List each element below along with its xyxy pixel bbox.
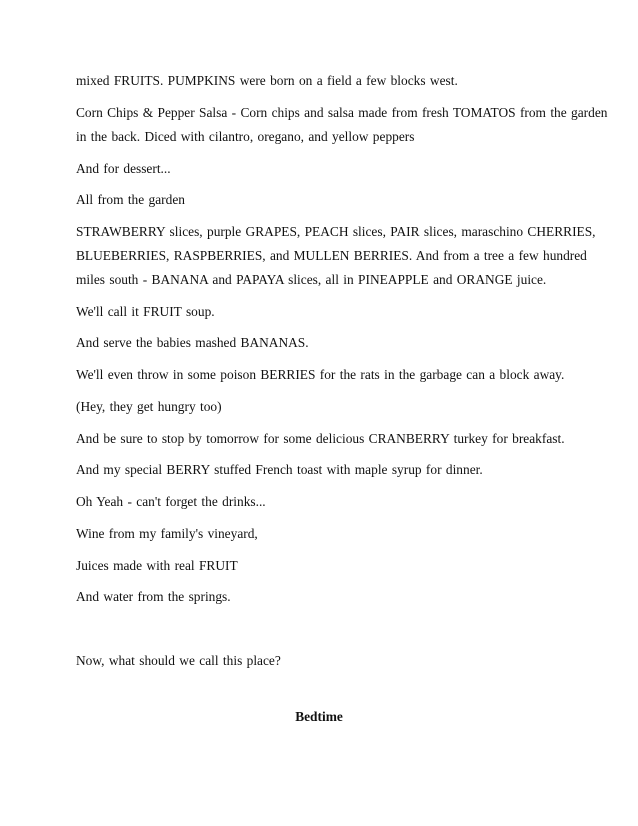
text-line: And serve the babies mashed BANANAS. (76, 335, 309, 350)
text-line: And my special BERRY stuffed French toast with maple syrup for dinner. (76, 462, 483, 477)
text-line: And for dessert... (76, 161, 171, 176)
text-line: We'll call it FRUIT soup. (76, 304, 215, 319)
text-line: Wine from my family's vineyard, (76, 526, 258, 541)
text-line: Corn Chips & Pepper Salsa - Corn chips and salsa made from fresh TOMATOS from the garden (76, 105, 608, 120)
text-line: mixed FRUITS. PUMPKINS were born on a field a few blocks west. (76, 73, 458, 88)
text-line: And be sure to stop by tomorrow for some delicious CRANBERRY turkey for breakfast. (76, 431, 565, 446)
text-line: BLUEBERRIES, RASPBERRIES, and MULLEN BERRIES. And from a tree a few hundred (76, 248, 587, 263)
text-line: STRAWBERRY slices, purple GRAPES, PEACH slices, PAIR slices, maraschino CHERRIES, (76, 224, 596, 239)
section-heading: Bedtime (295, 709, 343, 724)
text-line: Juices made with real FRUIT (76, 558, 238, 573)
text-line: And water from the springs. (76, 589, 231, 604)
text-line: Oh Yeah - can't forget the drinks... (76, 494, 266, 509)
text-line: We'll even throw in some poison BERRIES for the rats in the garbage can a block away. (76, 367, 565, 382)
text-line: (Hey, they get hungry too) (76, 399, 222, 414)
text-line: miles south - BANANA and PAPAYA slices, all in PINEAPPLE and ORANGE juice. (76, 272, 547, 287)
text-line: Now, what should we call this place? (76, 653, 281, 668)
text-line: in the back. Diced with cilantro, oregano, and yellow peppers (76, 129, 415, 144)
text-line: All from the garden (76, 192, 185, 207)
